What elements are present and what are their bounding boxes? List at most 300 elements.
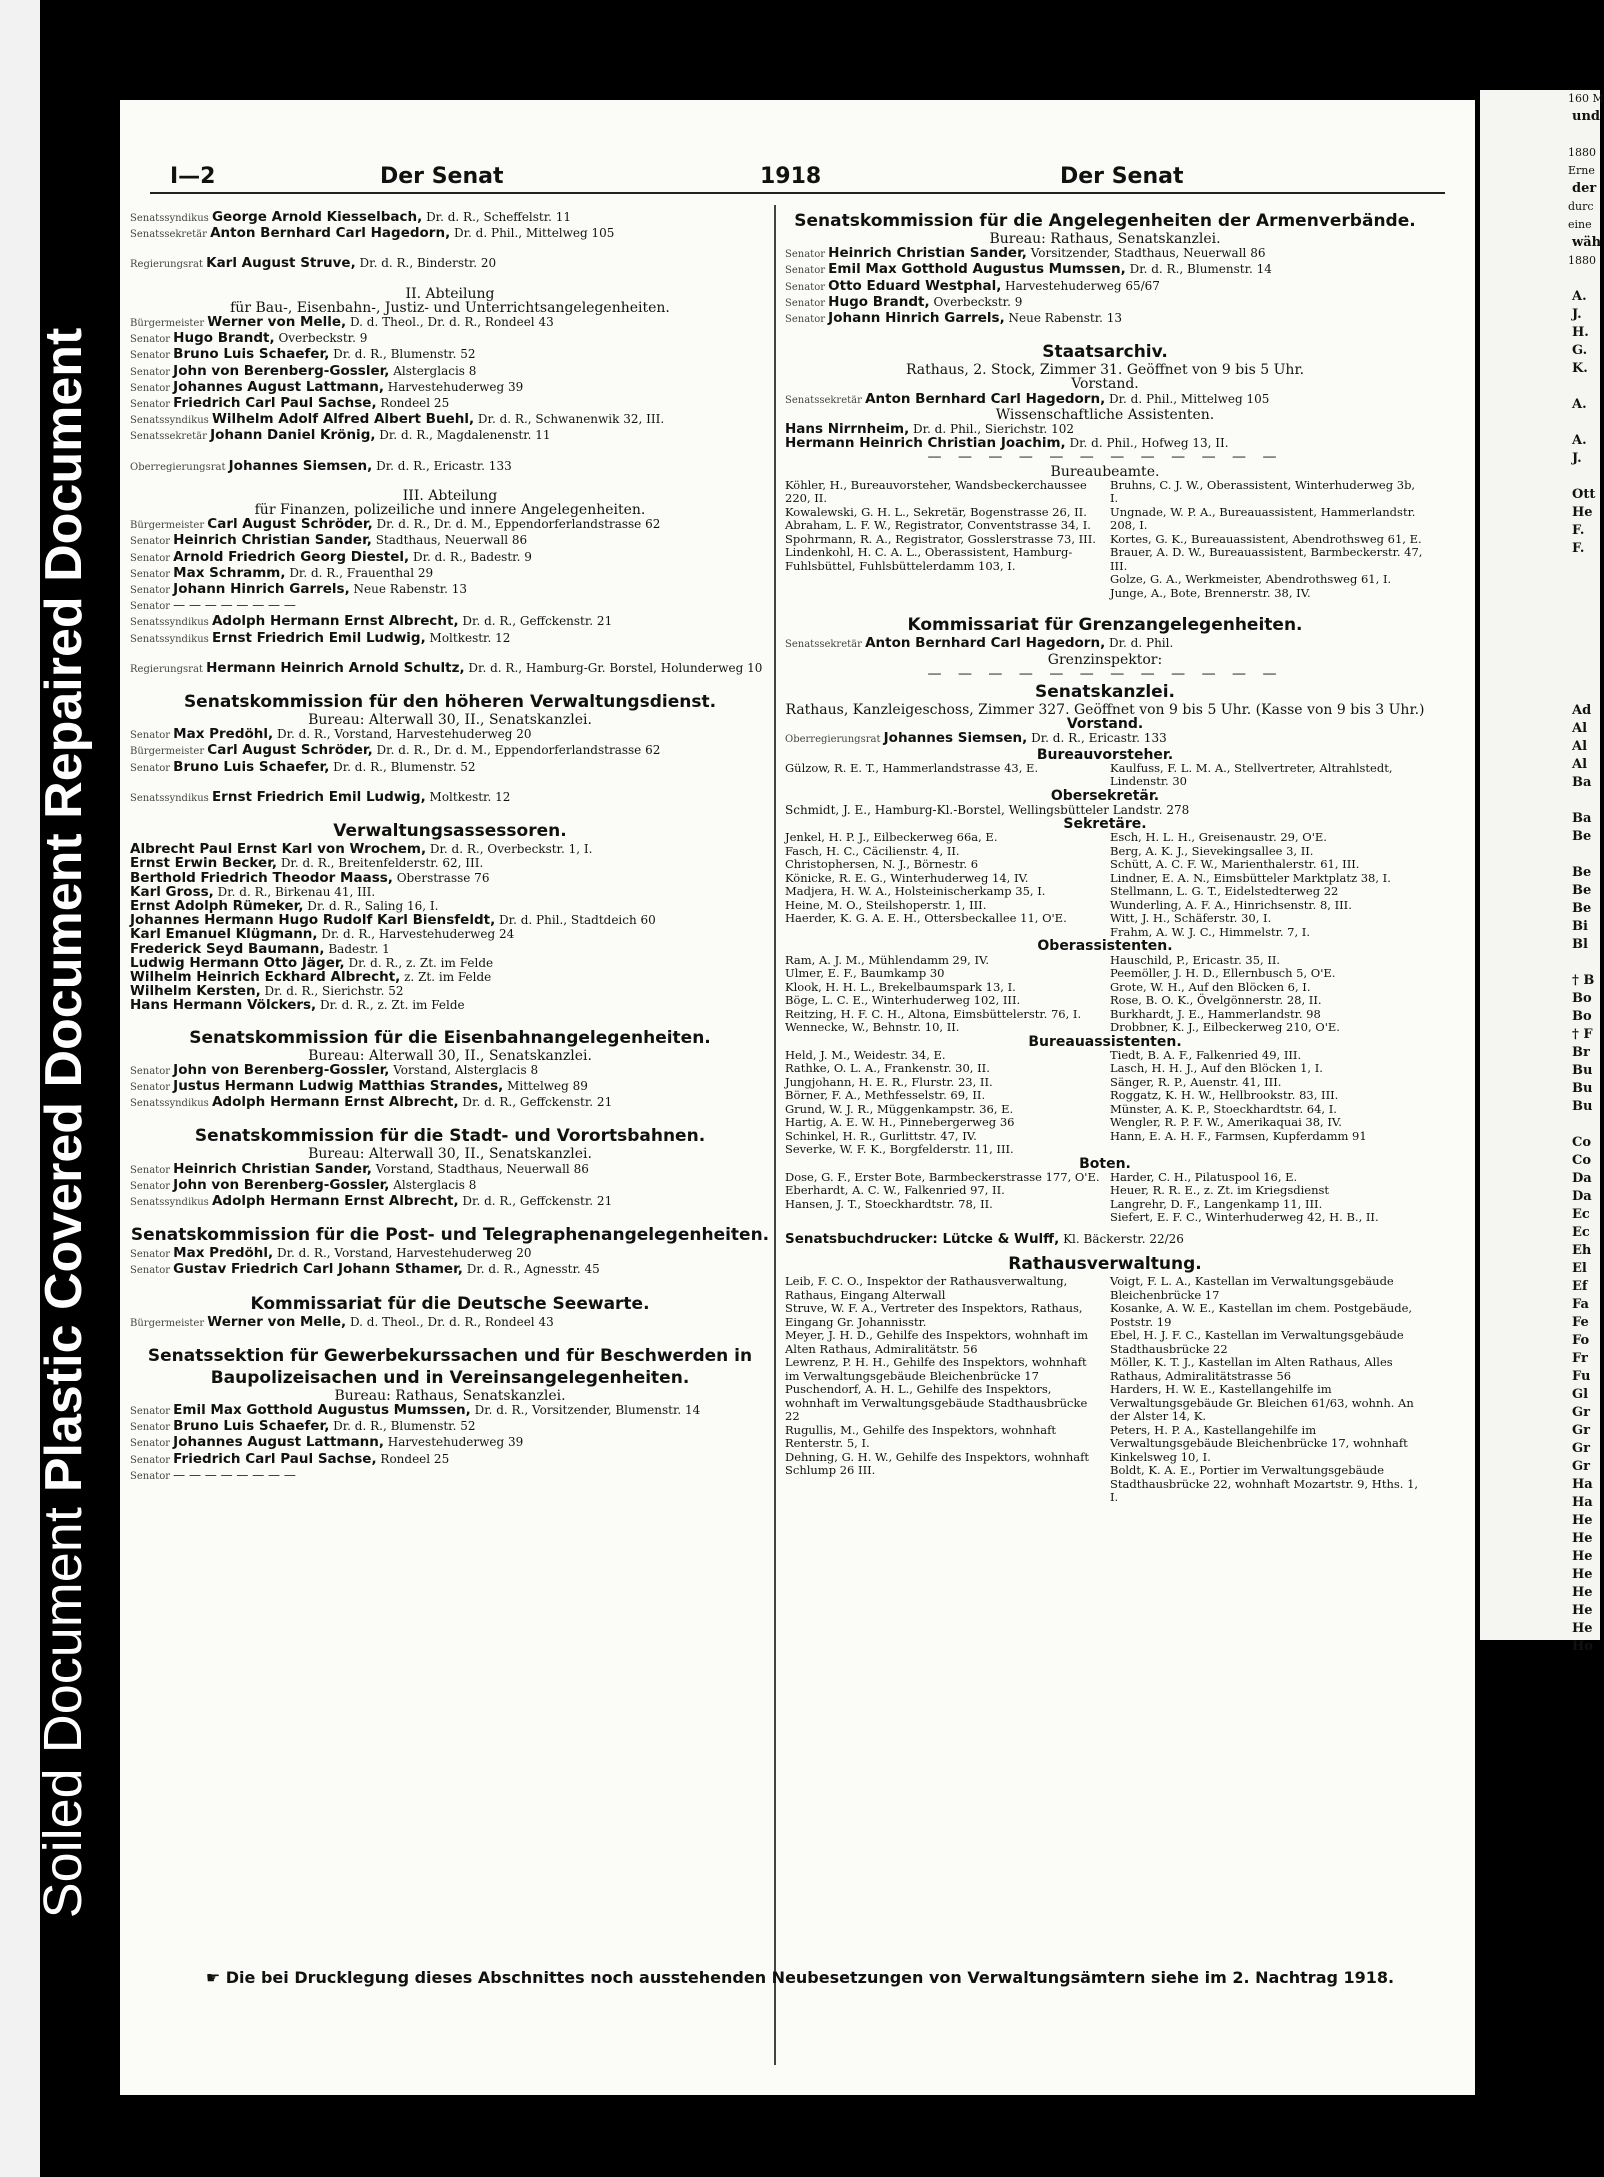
edge-fragment: wäh [1572,235,1602,250]
entry-line [130,331,770,347]
list-item: Held, J. M., Weidestr. 34, E. [785,1047,946,1062]
entry-line [130,428,770,444]
two-column-list [785,1049,1425,1157]
list-item: Lasch, H. H. J., Auf den Blöcken 1, I. [1110,1061,1323,1076]
spacer [130,1331,770,1345]
list-left [785,479,1100,601]
entry-name: Johannes Hermann Hugo Rudolf Karl Biensfeldt, [130,912,496,929]
entry-details: Dr. d. R., Blumenstr. 52 [329,1419,476,1434]
list-item: Kosanke, A. W. E., Kastellan im chem. Postgebäude, Poststr. 19 [1110,1301,1413,1329]
list-item: Schütt, A. C. F. W., Marienthalerstr. 61, III. [1110,857,1360,872]
entry-details: Neue Rabenstr. 13 [349,582,468,597]
section-title: Senatskommission für den höheren Verwaltungsdienst. [183,692,717,713]
list-right [1110,1171,1425,1225]
list-item: Junge, A., Bote, Brennerstr. 38, IV. [1110,585,1311,600]
entry-name: Wilhelm Adolf Alfred Albert Buehl, [211,411,475,428]
entry-details: Dr. d. Phil. [1105,636,1174,651]
spacer [130,1013,770,1027]
entry-line [130,582,770,598]
entry-line [130,1419,770,1435]
staff-group-heading: Vorstand. [1066,716,1144,733]
section-subheading: III. Abteilung [402,487,498,504]
entry-line [130,364,770,380]
entry-details: Dr. d. Phil., Stadtdeich 60 [495,913,656,928]
edge-fragment: He [1572,1513,1593,1528]
entry-name: Hugo Brandt, [828,293,930,310]
edge-fragment: Ba [1572,811,1592,826]
entry-name: John von Berenberg-Gossler, [173,1061,390,1078]
edge-fragment: 160 M [1568,92,1604,105]
list-item: Fasch, H. C., Cäcilienstr. 4, II. [785,843,960,858]
entry-name: Friedrich Carl Paul Sachse, [173,1450,377,1467]
entry-details: Overbeckstr. 9 [929,294,1023,309]
entry-role: Senator [130,1454,174,1466]
edge-fragment [1480,954,1600,972]
entry-details: Dr. d. R., Frauenthal 29 [285,565,434,580]
list-item: Drobbner, K. J., Eilbeckerweg 210, O'E. [1110,1020,1340,1035]
entry-line [130,1079,770,1095]
entry-name: Hermann Heinrich Arnold Schultz, [206,659,465,676]
edge-fragment: Ha [1572,1477,1593,1492]
entry-role: Senator [130,1249,174,1261]
list-left [785,831,1100,939]
section-title: Senatskommission für die Post- und Telegraphenangelegenheiten. [130,1225,770,1246]
section-title: Senatskommission für die Stadt- und Vorortsbahnen. [194,1126,706,1147]
entry-name: Gustav Friedrich Carl Johann Sthamer, [173,1261,463,1278]
section-subheading: Bureau: Alterwall 30, II., Senatskanzlei. [308,712,592,729]
edge-fragment: Be [1572,865,1592,880]
entry-role: Senator [130,1265,174,1277]
entry-line [785,436,1425,450]
edge-fragment: Br [1572,1045,1590,1060]
entry-line [130,517,770,533]
section-subheading: Bureaubeamte. [1050,463,1160,480]
entry-name: Max Predöhl, [173,726,274,743]
entry-name: John von Berenberg-Gossler, [173,1176,390,1193]
list-item: Ram, A. J. M., Mühlendamm 29, IV. [785,952,989,967]
entry-details: Dr. d. R., z. Zt. im Felde [344,955,494,970]
entry-role: Senator [130,1438,174,1450]
edge-fragment: Ott [1572,487,1596,502]
entry-details: Dr. d. R., Sierichstr. 52 [260,984,404,999]
list-item: Lindenkohl, H. C. A. L., Oberassistent, Hamburg-Fuhlsbüttel, Fuhlsbüttelerdamm 103, I. [785,545,1073,573]
entry-role: Senator [130,585,174,597]
edge-fragment [1480,612,1600,630]
entry-details: Dr. d. R., Ericastr. 133 [372,458,512,473]
entry-details: Dr. d. R., Magdalenenstr. 11 [375,428,551,443]
entry-name: Hans Hermann Völckers, [130,997,317,1014]
list-item: Könicke, R. E. G., Winterhuderweg 14, IV. [785,870,1029,885]
page-number: I—2 [170,164,216,189]
section-subheading: Grenzinspektor: [1047,651,1163,668]
spacer [130,1210,770,1224]
spacer [130,1111,770,1125]
edge-fragment: 1880 [1568,146,1596,159]
entry-details: z. Zt. im Felde [400,969,492,984]
edge-fragment: Ha [1572,1495,1593,1510]
entry-name: Adolph Hermann Ernst Albrecht, [211,1192,459,1209]
edge-fragment: durc [1568,200,1594,213]
list-item: Wunderling, A. F. A., Hinrichsenstr. 8, III. [1110,897,1352,912]
edge-fragment [1480,378,1600,396]
entry-role: Senator [130,1164,174,1176]
section-title: Senatskommission für die Eisenbahnangelegenheiten. [189,1027,711,1048]
edge-fragment: A. [1572,397,1587,412]
entry-line [130,790,770,806]
edge-fragment: H. [1572,325,1589,340]
list-item: Siefert, E. F. C., Winterhuderweg 42, H. B., II. [1110,1210,1379,1225]
entry-name: Wilhelm Heinrich Eckhard Albrecht, [130,968,401,985]
edge-fragment [1480,414,1600,432]
edge-fragment: eine [1568,218,1592,231]
edge-fragment [1480,684,1600,702]
edge-fragment: † F [1572,1027,1593,1042]
entry-line [130,927,770,941]
entry-role: Senatssyndikus [130,213,212,224]
scan-side-label: Soiled Document Plastic Covered Document Repaired Document [33,327,93,1919]
section-subheading: Bureau: Alterwall 30, II., Senatskanzlei. [308,1146,592,1163]
entry-role: Senator [785,314,829,326]
entry-details: Dr. d. Phil., Mittelweg 105 [1105,391,1270,406]
entry-details: Dr. d. R., Hamburg-Gr. Borstel, Holunderweg 10 [464,660,763,675]
list-item: Abraham, L. F. W., Registrator, Conventstrasse 34, I. [785,518,1091,533]
entry-role: Senator [130,568,174,580]
staff-group-heading: Bureauassistenten. [1028,1033,1182,1050]
section-title: Kommissariat für Grenzangelegenheiten. [907,615,1303,636]
list-item: Esch, H. L. H., Greisenaustr. 29, O'E. [1110,830,1327,845]
spacer [130,273,770,287]
list-item: Christophersen, N. J., Börnestr. 6 [785,857,979,872]
entry-details: Dr. d. R., Ericastr. 133 [1027,731,1167,746]
section-subheading: Bureau: Rathaus, Senatskanzlei. [334,1387,566,1404]
entry-line [130,942,770,956]
entry-line [130,566,770,582]
list-item: Rathke, O. L. A., Frankenstr. 30, II. [785,1061,990,1076]
entry-role: Senator [130,552,174,564]
two-column-list [785,954,1425,1035]
edge-fragment: Fe [1572,1315,1589,1330]
entry-line [130,598,770,614]
edge-fragment: El [1572,1261,1587,1276]
edge-fragment: Bu [1572,1099,1593,1114]
edge-fragment: Ba [1572,775,1592,790]
entry-line [130,885,770,899]
entry-role: Senatssyndikus [130,415,212,427]
entry-name: Ernst Adolph Rümeker, [130,897,304,914]
entry-line [130,856,770,870]
entry-name: Ernst Friedrich Emil Ludwig, [211,629,426,646]
entry-name: Heinrich Christian Sander, [173,532,372,549]
entry-role: Senatssyndikus [130,633,212,645]
entry-name: Karl August Struve, [206,255,356,272]
edge-fragment: Co [1572,1135,1592,1150]
edge-fragment: der [1572,181,1597,196]
edge-fragment: Bi [1572,919,1588,934]
entry-name: Bruno Luis Schaefer, [173,346,330,363]
entry-name: Ernst Friedrich Emil Ludwig, [211,788,426,805]
list-item: Madjera, H. W. A., Holsteinischerkamp 35, I. [785,884,1046,899]
list-item: Wengler, R. P. F. W., Amerikaquai 38, IV. [1110,1115,1342,1130]
entry-details: — — — — — — — — [173,598,296,613]
entry-line [130,956,770,970]
edge-fragment: Al [1572,739,1588,754]
vacancy-dashes: — — — — — — — — — — — — [927,449,1283,466]
entry-name: Hugo Brandt, [173,330,275,347]
entry-name: Max Predöhl, [173,1245,274,1262]
entry-details: Stadthaus, Neuerwall 86 [371,533,528,548]
list-item: Rose, B. O. K., Övelgönnerstr. 28, II. [1110,993,1322,1008]
entry-role: Senator [130,601,174,613]
entry-details: Dr. d. R., Dr. d. M., Eppendorferlandstrasse 62 [372,743,661,758]
right-column [785,210,1425,1505]
entry-role: Oberregierungsrat [130,461,229,473]
entry-line [130,1063,770,1079]
entry-line [130,631,770,647]
entry-line [130,396,770,412]
entry-name: Hans Nirrnheim, [785,421,910,438]
list-item: Münster, A. K. P., Stoeckhardtstr. 64, I. [1110,1101,1337,1116]
vacancy-dashes: — — — — — — — — — — — — [927,665,1283,682]
list-item: Kortes, G. K., Bureauassistent, Abendrothsweg 61, E. [1110,531,1422,546]
entry-line [785,636,1425,652]
section-subheading: Bureau: Alterwall 30, II., Senatskanzlei. [308,1047,592,1064]
entry-name: Karl Gross, [130,883,214,900]
entry-line [130,347,770,363]
list-item: Harders, H. W. E., Kastellangehilfe im Verwaltungsgebäude Gr. Bleichen 61/63, wohnh. An der Alster 14, K. [1110,1382,1414,1424]
edge-fragment: G. [1572,343,1588,358]
entry-name: Emil Max Gotthold Augustus Mumssen, [173,1401,471,1418]
edge-fragment: Ec [1572,1207,1590,1222]
entry-role: Senator [785,281,829,293]
edge-fragment: Da [1572,1171,1592,1186]
entry-details: Dr. d. R., Geffckenstr. 21 [458,614,613,629]
edge-fragment [1480,648,1600,666]
list-left [785,1275,1100,1505]
list-item: Kaulfuss, F. L. M. A., Stellvertreter, Altrahlstedt, Lindenstr. 30 [1110,760,1393,789]
list-right [1110,762,1425,789]
entry-details: Dr. d. R., Geffckenstr. 21 [458,1193,613,1208]
entry-role: Regierungsrat [130,259,207,271]
entry-details: Dr. d. R., Vorstand, Harvestehuderweg 20 [273,1246,532,1261]
list-item: Jungjohann, H. E. R., Flurstr. 23, II. [785,1074,993,1089]
entry-details: Dr. d. R., Geffckenstr. 21 [458,1095,613,1110]
edge-fragment: Gl [1572,1387,1589,1402]
list-item: Grote, W. H., Auf den Blöcken 6, I. [1110,979,1311,994]
entry-name: John von Berenberg-Gossler, [173,362,390,379]
entry-name: Werner von Melle, [207,314,347,331]
entry-details: Dr. d. R., Vorstand, Harvestehuderweg 20 [273,727,532,742]
edge-fragment: F. [1572,541,1585,556]
list-item: Meyer, J. H. D., Gehilfe des Inspektors, wohnhaft im Alten Rathaus, Admiralitätstr. 56 [785,1328,1088,1356]
list-item: Ebel, H. J. F. C., Kastellan im Verwaltungsgebäude Stadthausbrücke 22 [1110,1328,1404,1356]
section-title: Verwaltungsassessoren. [333,821,567,842]
entry-line [785,1232,1425,1246]
two-column-list [785,1275,1425,1505]
list-item: Rugullis, M., Gehilfe des Inspektors, wohnhaft Renterstr. 5, I. [785,1422,1056,1451]
list-item: Stellmann, L. G. T., Eidelstedterweg 22 [1110,884,1339,899]
list-item: Boldt, K. A. E., Portier im Verwaltungsgebäude Stadthausbrücke 22, wohnhaft Mozartstr. 9, Hths. 1, I. [1110,1463,1419,1505]
entry-role: Bürgermeister [130,746,208,758]
edge-fragment: A. [1572,433,1587,448]
edge-fragment: Bu [1572,1063,1593,1078]
list-item: Klook, H. H. L., Brekelbaumspark 13, I. [785,979,1016,994]
entry-role: Senator [130,382,174,394]
entry-line [130,661,770,677]
spacer [130,806,770,820]
two-column-list [785,1171,1425,1225]
spacer [130,776,770,790]
list-item: Lewrenz, P. H. H., Gehilfe des Inspektors, wohnhaft im Verwaltungsgebäude Bleichenbrücke 17 [785,1355,1087,1383]
edge-fragment: Fr [1572,1351,1588,1366]
spacer [130,475,770,489]
entry-name: Frederick Seyd Baumann, [130,940,325,957]
staff-group-heading: Oberassistenten. [1037,938,1173,955]
entry-name: Anton Bernhard Carl Hagedorn, [865,635,1106,652]
entry-name: Senatsbuchdrucker: Lütcke & Wulff, [785,1230,1060,1247]
list-item: Puschendorf, A. H. L., Gehilfe des Inspektors, wohnhaft im Verwaltungsgebäude Stadthausbrücke 22 [785,1382,1088,1424]
section-title: Senatskommission für die Angelegenheiten der Armenverbände. [794,211,1416,231]
two-column-list [785,831,1425,939]
entry-name: Johannes August Lattmann, [173,1434,384,1451]
section-subheading: für Finanzen, polizeiliche und innere Angelegenheiten. [254,502,646,519]
edge-fragment [1480,846,1600,864]
entry-details: Dr. d. R., Schwanenwik 32, III. [474,412,665,427]
entry-details: Dr. d. R., Scheffelstr. 11 [422,210,572,224]
spacer [785,327,1425,341]
entry-line [130,1246,770,1262]
section-subheading: Rathaus, 2. Stock, Zimmer 31. Geöffnet von 9 bis 5 Uhr. [905,362,1305,379]
edge-fragment: Al [1572,757,1588,772]
edge-fragment: Gr [1572,1441,1590,1456]
edge-fragment [1480,792,1600,810]
entry-role: Senator [130,350,174,362]
entry-line [785,422,1425,436]
entry-details: Vorsitzender, Stadthaus, Neuerwall 86 [1026,246,1266,261]
entry-role: Senator [130,366,174,378]
edge-fragment: Bu [1572,1081,1593,1096]
entry-role: Senatssyndikus [130,792,212,804]
entry-details: Harvestehuderweg 39 [383,1435,524,1450]
entry-line [130,1315,770,1331]
list-item: Gülzow, R. E. T., Hammerlandstrasse 43, E. [785,760,1039,775]
entry-name: Johannes Siemsen, [228,457,373,474]
entry-name: Bruno Luis Schaefer, [173,758,330,775]
entry-details: Dr. d. R., Saling 16, I. [303,898,439,913]
edge-fragment: Be [1572,829,1592,844]
entry-name: Werner von Melle, [207,1313,347,1330]
entry-line [130,1262,770,1278]
header-title-left: Der Senat [380,164,504,189]
entry-details: Dr. d. Phil., Sierichstr. 102 [909,422,1075,437]
list-item: Hauschild, P., Ericastr. 35, II. [1110,952,1281,967]
two-column-list [785,762,1425,789]
entry-role: Senatssyndikus [130,1098,212,1110]
list-item: Voigt, F. L. A., Kastellan im Verwaltungsgebäude Bleichenbrücke 17 [1110,1274,1394,1302]
list-item: Hartig, A. E. W. H., Pinnebergerweg 36 [785,1115,1015,1130]
entry-name: Johann Daniel Krönig, [210,427,376,444]
spacer [130,1279,770,1293]
edge-fragment [1480,594,1600,612]
footnote: ☛ Die bei Drucklegung dieses Abschnittes noch ausstehenden Neubesetzungen von Verwaltungsämtern siehe im 2. Nachtrag 1918. [205,1968,1395,1987]
entry-role: Senator [130,399,174,411]
entry-name: Anton Bernhard Carl Hagedorn, [865,390,1106,407]
spacer [785,1246,1425,1253]
entry-role: Bürgermeister [130,520,208,532]
entry-name: Arnold Friedrich Georg Diestel, [173,548,410,565]
list-left [785,954,1100,1035]
edge-fragment: F. [1572,523,1585,538]
entry-details: Rondeel 25 [376,1451,450,1466]
spacer [785,600,1425,614]
entry-line [130,913,770,927]
entry-name: Heinrich Christian Sander, [828,245,1027,262]
edge-fragment: Eh [1572,1243,1592,1258]
list-item: Leib, F. C. O., Inspektor der Rathausverwaltung, Rathaus, Eingang Alterwall [785,1274,1068,1302]
entry-details: Kl. Bäckerstr. 22/26 [1059,1231,1184,1246]
edge-fragment: Be [1572,883,1592,898]
entry-role: Senator [130,762,174,774]
list-item: Roggatz, K. H. W., Hellbrookstr. 83, III. [1110,1088,1339,1103]
entry-line [130,614,770,630]
edge-fragment: He [1572,1531,1593,1546]
edge-fragment: † B [1572,973,1595,988]
entry-details: Dr. d. R., Birkenau 41, III. [213,884,376,899]
edge-fragment: Co [1572,1153,1592,1168]
spacer [130,445,770,459]
entry-name: Anton Bernhard Carl Hagedorn, [210,225,451,242]
list-item: Peters, H. P. A., Kastellangehilfe im Verwaltungsgebäude Bleichenbrücke 17, wohnhaft Kinkelsweg 10, I. [1110,1422,1408,1464]
list-item: Langrehr, D. F., Langenkamp 11, III. [1110,1196,1323,1211]
entry-name: Emil Max Gotthold Augustus Mumssen, [828,261,1126,278]
entry-role: Senator [785,297,829,309]
section-subheading: Rathaus, Kanzleigeschoss, Zimmer 327. Geöffnet von 9 bis 5 Uhr. (Kasse von 9 bis 3 Uhr.) [785,701,1425,718]
edge-fragment: Bl [1572,937,1588,952]
entry-name: Friedrich Carl Paul Sachse, [173,395,377,412]
list-item: Schinkel, H. R., Gurlittstr. 47, IV. [785,1128,977,1143]
entry-details: Moltkestr. 12 [425,630,511,645]
entry-line [130,533,770,549]
edge-fragment: Fu [1572,1369,1591,1384]
entry-role: Senatssekretär [785,394,866,406]
entry-line [130,550,770,566]
edge-fragment: Da [1572,1189,1592,1204]
entry-role: Senator [130,1405,174,1417]
list-item: Ungnade, W. P. A., Bureauassistent, Hammerlandstr. 208, I. [1110,504,1416,533]
entry-name: Ludwig Hermann Otto Jäger, [130,954,345,971]
edge-fragment: Ad [1572,703,1592,718]
edge-fragment: Bo [1572,1009,1592,1024]
entry-line [130,1452,770,1468]
entry-name: Otto Eduard Westphal, [828,277,1002,294]
list-item: Peemöller, J. H. D., Ellernbusch 5, O'E. [1110,966,1336,981]
entry-role: Senator [130,1180,174,1192]
entry-line [130,1178,770,1194]
entry-line [785,279,1425,295]
entry-details: Schmidt, J. E., Hamburg-Kl.-Borstel, Wellingsbütteler Landstr. 278 [785,802,1190,817]
edge-fragment: A. [1572,289,1587,304]
list-right [1110,1049,1425,1157]
entry-line [785,262,1425,278]
entry-role: Senator [785,249,829,261]
entry-name: George Arnold Kiesselbach, [211,209,423,225]
entry-details: D. d. Theol., Dr. d. R., Rondeel 43 [346,315,554,330]
edge-fragment: He [1572,1549,1593,1564]
entry-role: Senator [130,536,174,548]
list-item: Haerder, K. G. A. E. H., Ottersbeckallee 11, O'E. [785,911,1067,926]
spacer [130,677,770,691]
entry-details: Vorstand, Stadthaus, Neuerwall 86 [371,1161,589,1176]
entry-line [130,871,770,885]
